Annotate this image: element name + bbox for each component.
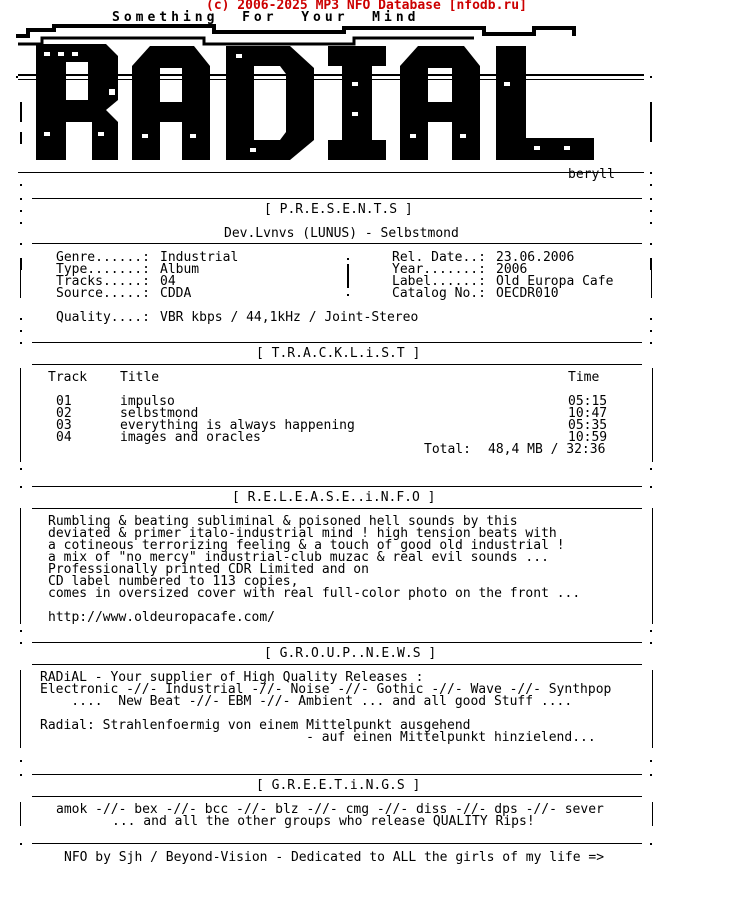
total-label: Total:	[424, 442, 471, 457]
greetings-heading: [ G.R.E.E.T.i.N.G.S ]	[256, 778, 421, 793]
year-value: 2006	[496, 262, 528, 277]
greetings-others: ... and all the other groups who release QUALITY Rips!	[112, 814, 535, 829]
news-line: .... New Beat -//- EBM -//- Ambient ... and all good Stuff ....	[40, 694, 573, 709]
track-time: 05:15	[568, 394, 608, 409]
quality-label: Quality....:	[56, 310, 150, 325]
genre-value: Industrial	[160, 250, 239, 265]
type-value: Album	[160, 262, 200, 277]
artist-credit: beryll	[568, 167, 615, 182]
group-news-heading: [ G.R.O.U.P..N.E.W.S ]	[264, 646, 437, 661]
track-time: 10:59	[568, 430, 608, 445]
track-number: 04	[56, 430, 72, 445]
catalog-value: OECDR010	[496, 286, 559, 301]
track-number: 01	[56, 394, 72, 409]
info-line: a mix of "no mercy" industrial-club muzac & real evil sounds ...	[48, 550, 549, 565]
track-time: 05:35	[568, 418, 608, 433]
genre-label: Genre......:	[56, 250, 150, 265]
col-title: Title	[120, 370, 160, 385]
type-label: Type.......:	[56, 262, 150, 277]
track-title: impulso	[120, 394, 175, 409]
radial-logo	[14, 22, 654, 182]
rel-date-value: 23.06.2006	[496, 250, 575, 265]
track-number: 03	[56, 418, 72, 433]
label-url[interactable]: http://www.oldeuropacafe.com/	[48, 610, 275, 625]
greetings-groups: amok -//- bex -//- bcc -//- blz -//- cmg -//- diss -//- dps -//- sever	[56, 802, 604, 817]
news-line: RADiAL - Your supplier of High Quality Releases :	[40, 670, 424, 685]
news-line: Electronic -//- Industrial -//- Noise -//- Gothic -//- Wave -//- Synthpop	[40, 682, 612, 697]
label-value: Old Europa Cafe	[496, 274, 614, 289]
info-line: deviated & primer italo-industrial mind ! high tension beats with	[48, 526, 557, 541]
info-line: Professionally printed CDR Limited and on	[48, 562, 369, 577]
footer-credit: NFO by Sjh / Beyond-Vision - Dedicated to ALL the girls of my life =>	[64, 850, 605, 865]
catalog-label: Catalog No.:	[392, 286, 486, 301]
total-value: 48,4 MB / 32:36	[488, 442, 606, 457]
label-label: Label......:	[392, 274, 486, 289]
presents-heading: [ P.R.E.S.E.N.T.S ]	[264, 202, 413, 217]
quality-value: VBR kbps / 44,1kHz / Joint-Stereo	[160, 310, 419, 325]
news-line: Radial: Strahlenfoermig von einem Mittelpunkt ausgehend	[40, 718, 471, 733]
track-number: 02	[56, 406, 72, 421]
tracklist-heading: [ T.R.A.C.K.L.i.S.T ]	[256, 346, 421, 361]
info-line: Rumbling & beating subliminal & poisoned hell sounds by this	[48, 514, 518, 529]
news-line: - auf einen Mittelpunkt hinzielend...	[40, 730, 596, 745]
rel-date-label: Rel. Date..:	[392, 250, 486, 265]
release-info-heading: [ R.E.L.E.A.S.E..i.N.F.O ]	[232, 490, 436, 505]
col-time: Time	[568, 370, 600, 385]
tagline: Something For Your Mind	[112, 10, 420, 25]
col-track: Track	[48, 370, 88, 385]
info-line: CD label numbered to 113 copies,	[48, 574, 299, 589]
source-value: CDDA	[160, 286, 192, 301]
info-line: comes in oversized cover with real full-color photo on the front ...	[48, 586, 581, 601]
tracks-label: Tracks.....:	[56, 274, 150, 289]
year-label: Year.......:	[392, 262, 486, 277]
track-time: 10:47	[568, 406, 608, 421]
track-title: images and oracles	[120, 430, 261, 445]
source-label: Source.....:	[56, 286, 150, 301]
tracks-value: 04	[160, 274, 176, 289]
release-title: Dev.Lvnvs (LUNUS) - Selbstmond	[224, 226, 459, 241]
track-title: everything is always happening	[120, 418, 355, 433]
track-title: selbstmond	[120, 406, 199, 421]
info-line: a cotineous terrorizing feeling & a touch of good old industrial !	[48, 538, 565, 553]
copyright-notice: (c) 2006-2025 MP3 NFO Database [nfodb.ru]	[206, 0, 527, 13]
